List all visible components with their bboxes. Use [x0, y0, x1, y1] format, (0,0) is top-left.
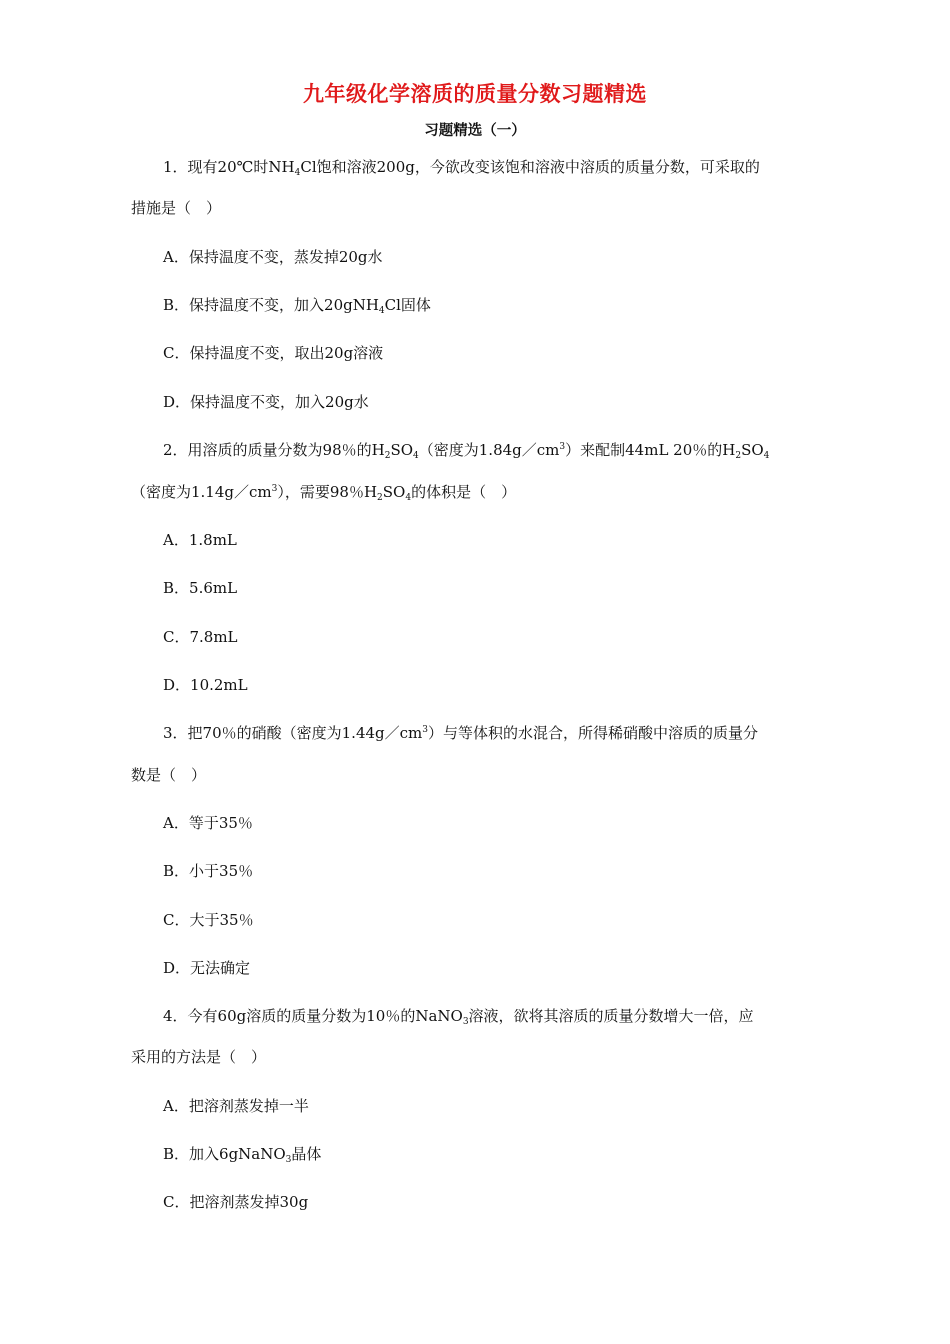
- question-4-line-1: 4．今有60g溶质的质量分数为10％的NaNO$_3$溶液，欲将其溶质的质量分数增大一倍，应: [163, 1007, 754, 1027]
- question-1-option-d: D．保持温度不变，加入20g水: [163, 393, 369, 411]
- question-3-option-c: C．大于35％: [163, 911, 254, 929]
- question-1-option-c: C．保持温度不变，取出20g溶液: [163, 344, 384, 362]
- question-2-option-c: C．7.8mL: [163, 628, 238, 646]
- question-4-option-a: A．把溶剂蒸发掉一半: [163, 1097, 309, 1115]
- question-2-option-d: D．10.2mL: [163, 676, 248, 694]
- question-3-line-2: 数是（ ）: [131, 766, 207, 784]
- question-3-option-b: B．小于35％: [163, 862, 254, 880]
- question-2-line-2: （密度为$1.14g/cm^3$），需要98％$H_2SO_4$的体积是（ ）: [131, 483, 517, 503]
- question-1-line-2: 措施是（ ）: [131, 199, 222, 217]
- question-3-option-a: A．等于35％: [163, 814, 253, 832]
- question-3-option-d: D．无法确定: [163, 959, 251, 977]
- question-2-option-b: B．5.6mL: [163, 579, 238, 597]
- question-2-line-1: 2．用溶质的质量分数为98％的$H_2SO_4$（密度为$1.84g/cm^3$）来配制44mL 20％的$H_2SO_4$: [163, 441, 770, 461]
- question-3-line-1: 3．把70％的硝酸（密度为$1.44g/cm^3$）与等体积的水混合，所得稀硝酸中溶质的质量分: [163, 724, 759, 742]
- question-1-option-a: A．保持温度不变，蒸发掉20g水: [163, 248, 383, 266]
- document-title: 九年级化学溶质的质量分数习题精选: [303, 82, 647, 106]
- question-4-option-b: B．加入6gNaNO$_3$晶体: [163, 1145, 322, 1165]
- question-1-line-1: 1．现有20℃时$NH_4Cl$饱和溶液200g，今欲改变该饱和溶液中溶质的质量分数，可采取的: [163, 158, 760, 178]
- question-1-option-b: B．保持温度不变，加入20gNH$_4$Cl固体: [163, 296, 431, 316]
- section-title: 习题精选（一）: [424, 123, 526, 139]
- question-4-option-c: C．把溶剂蒸发掉30g: [163, 1193, 309, 1211]
- question-2-option-a: A．1.8mL: [163, 531, 237, 549]
- question-4-line-2: 采用的方法是（ ）: [131, 1048, 267, 1066]
